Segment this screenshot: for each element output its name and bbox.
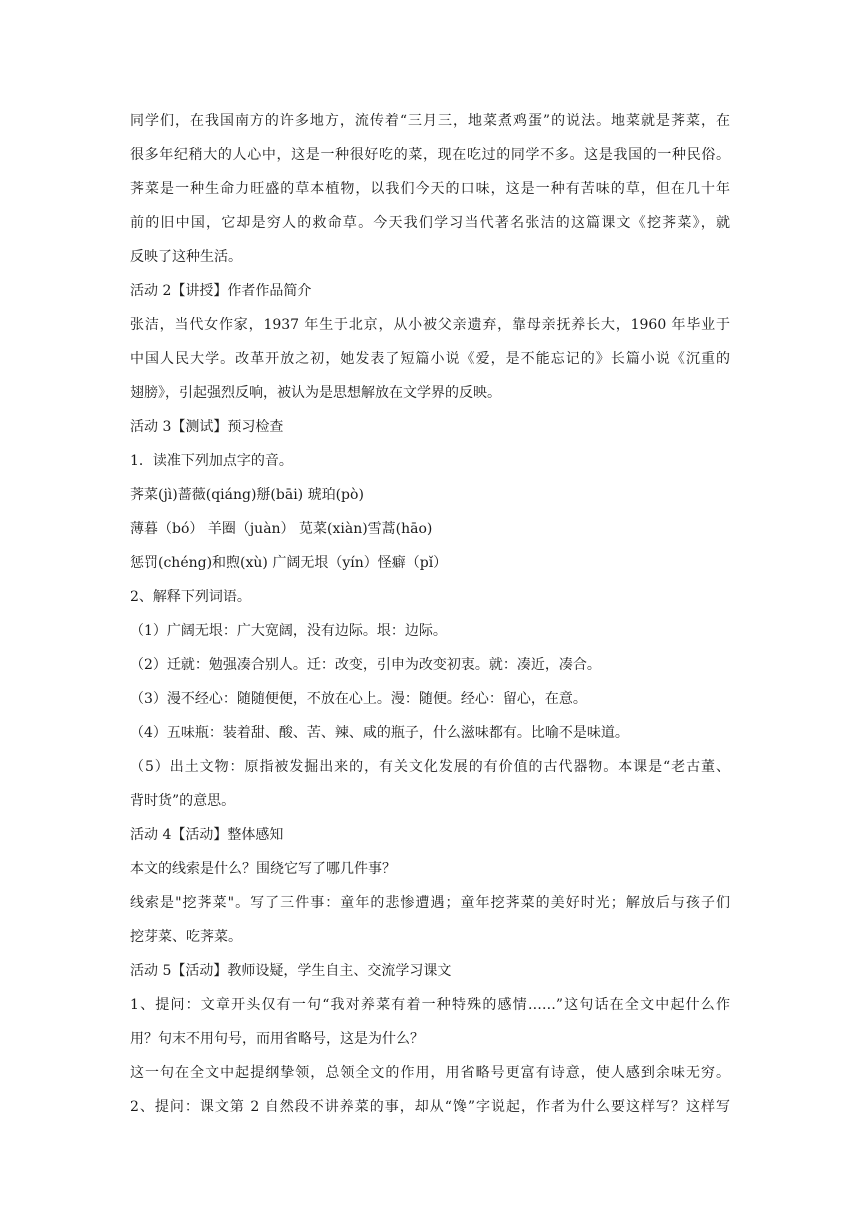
text-line: 活动 2【讲授】作者作品简介 (130, 283, 312, 299)
text-line: 这一句在全文中起提纲挚领，总领全文的作用，用省略号更富有诗意，使人感到余味无穷。 (130, 1065, 730, 1081)
text-line: （5）出土文物：原指被发掘出来的，有关文化发展的有价值的古代器物。本课是“老古董、 (130, 759, 730, 775)
text-line: （1）广阔无垠：广大宽阔，没有边际。垠：边际。 (130, 623, 447, 639)
text-line: 反映了这种生活。 (130, 249, 242, 265)
text-line: （4）五味瓶：装着甜、酸、苦、辣、咸的瓶子，什么滋味都有。比喻不是味道。 (130, 725, 629, 741)
text-line: 荠菜(jì)蔷薇(qiáng)掰(bāi) 琥珀(pò) (130, 487, 364, 503)
text-line: 活动 5【活动】教师设疑，学生自主、交流学习课文 (130, 963, 452, 979)
text-line: （2）迁就：勉强凑合别人。迁：改变，引申为改变初衷。就：凑近，凑合。 (130, 657, 601, 673)
text-line: 背时货”的意思。 (130, 793, 236, 809)
text-line: 活动 3【测试】预习检查 (130, 419, 284, 435)
text-line: 挖芽菜、吃荠菜。 (130, 929, 242, 945)
document-page (130, 104, 730, 1124)
text-line: 中国人民大学。改革开放之初，她发表了短篇小说《爱，是不能忘记的》长篇小说《沉重的 (130, 351, 730, 367)
text-line: 用？句末不用句号，而用省略号，这是为什么？ (130, 1031, 424, 1047)
text-line: 张洁，当代女作家，1937 年生于北京，从小被父亲遗弃，靠母亲抚养长大，1960 年毕业于 (130, 317, 730, 333)
text-line: 荠菜是一种生命力旺盛的草本植物，以我们今天的口味，这是一种有苦味的草，但在几十年 (130, 181, 730, 197)
text-line: 前的旧中国，它却是穷人的救命草。今天我们学习当代著名张洁的这篇课文《挖荠菜》，就 (130, 215, 730, 231)
text-line: 1．读准下列加点字的音。 (130, 453, 293, 469)
text-line: 活动 4【活动】整体感知 (130, 827, 284, 843)
text-line: 同学们，在我国南方的许多地方，流传着“三月三，地菜煮鸡蛋”的说法。地菜就是荠菜，在 (130, 113, 730, 129)
text-line: 1、提问：文章开头仅有一句“我对养菜有着一种特殊的感情……”这句话在全文中起什么作 (130, 997, 730, 1013)
text-line: 2、提问：课文第 2 自然段不讲养菜的事，却从“馋”字说起，作者为什么要这样写？这样写 (130, 1099, 730, 1115)
text-line: 2、解释下列词语。 (130, 589, 251, 605)
text-line: 很多年纪稍大的人心中，这是一种很好吃的菜，现在吃过的同学不多。这是我国的一种民俗。 (130, 147, 730, 163)
text-line: 翅膀》，引起强烈反响，被认为是思想解放在文学界的反映。 (130, 385, 501, 401)
text-line: （3）漫不经心：随随便便，不放在心上。漫：随便。经心：留心，在意。 (130, 691, 587, 707)
text-line: 线索是"挖荠菜"。写了三件事：童年的悲惨遭遇；童年挖荠菜的美好时光；解放后与孩子们 (130, 895, 730, 911)
text-line: 本文的线索是什么？围绕它写了哪几件事？ (130, 861, 396, 877)
text-line: 惩罚(chéng)和煦(xù) 广阔无垠（yín）怪癖（pǐ） (130, 555, 448, 571)
text-line: 薄暮（bó） 羊圈（juàn） 苋菜(xiàn)雪蒿(hāo) (130, 521, 433, 537)
